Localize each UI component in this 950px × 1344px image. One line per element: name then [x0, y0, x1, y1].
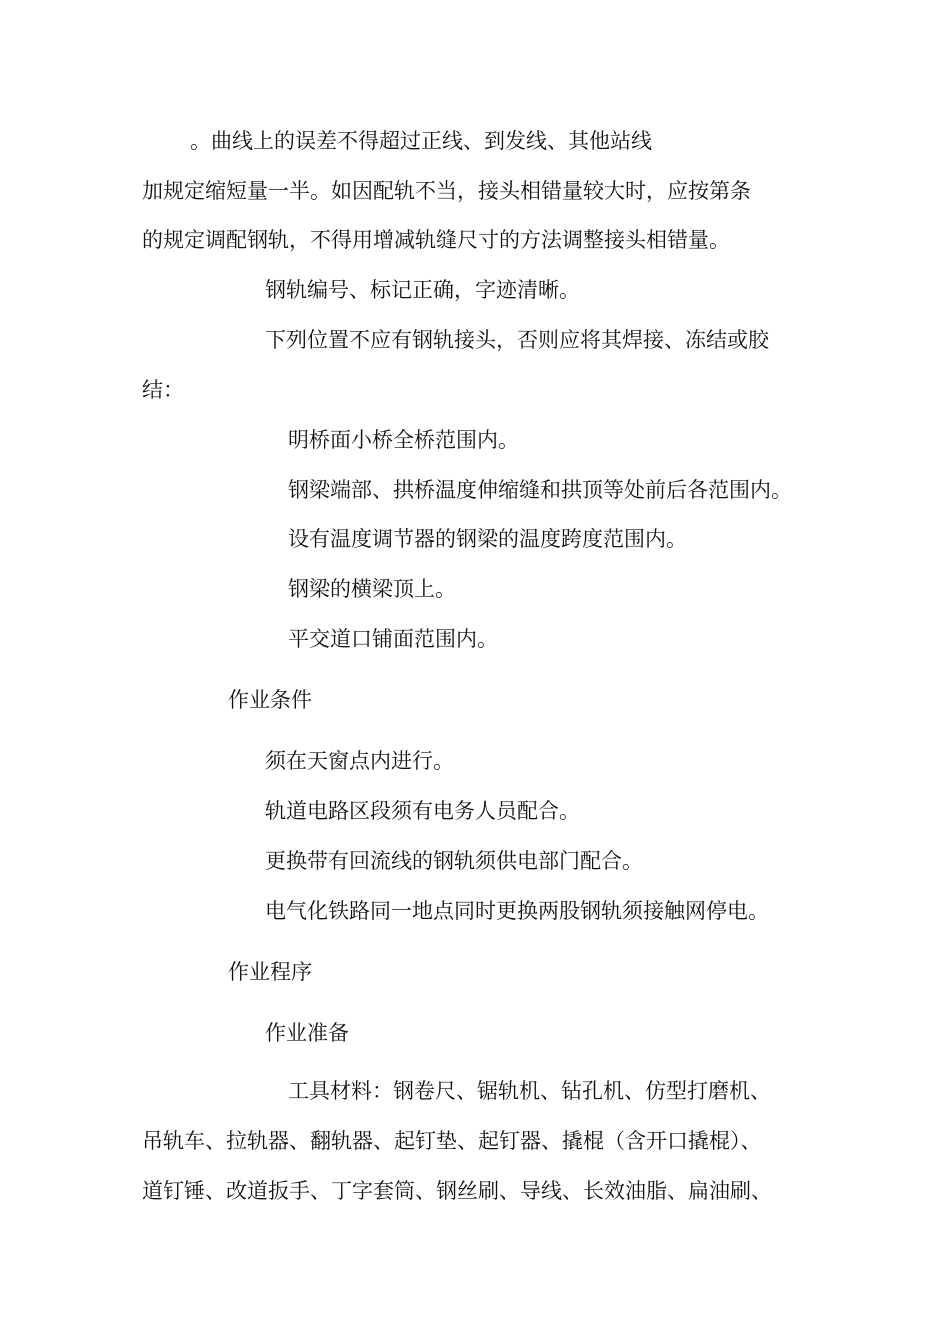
list-item: 钢梁的横梁顶上。	[288, 577, 456, 601]
list-item: 明桥面小桥全桥范围内。	[288, 428, 519, 452]
paragraph-line: 。曲线上的误差不得超过正线、到发线、其他站线	[190, 129, 652, 153]
paragraph-line: 工具材料：钢卷尺、锯轨机、钻孔机、仿型打磨机、	[288, 1079, 771, 1103]
paragraph-line: 加规定缩短量一半。如因配轨不当，接头相错量较大时，应按第条	[142, 179, 751, 203]
subsection-heading: 作业准备	[265, 1021, 349, 1045]
paragraph-line: 道钉锤、改道扳手、丁字套筒、钢丝刷、导线、长效油脂、扁油刷、	[142, 1179, 772, 1203]
list-item: 设有温度调节器的钢梁的温度跨度范围内。	[288, 527, 687, 551]
list-item: 须在天窗点内进行。	[265, 749, 454, 773]
paragraph-line: 下列位置不应有钢轨接头，否则应将其焊接、冻结或胶	[265, 328, 769, 352]
paragraph-line: 结：	[142, 378, 184, 402]
list-item: 平交道口铺面范围内。	[288, 627, 498, 651]
section-heading: 作业条件	[228, 688, 312, 712]
list-item: 钢梁端部、拱桥温度伸缩缝和拱顶等处前后各范围内。	[288, 478, 792, 502]
list-item: 轨道电路区段须有电务人员配合。	[265, 799, 580, 823]
list-item: 电气化铁路同一地点同时更换两股钢轨须接触网停电。	[265, 899, 769, 923]
paragraph-line: 的规定调配钢轨，不得用增减轨缝尺寸的方法调整接头相错量。	[142, 228, 730, 252]
list-item: 更换带有回流线的钢轨须供电部门配合。	[265, 849, 643, 873]
paragraph-line: 吊轨车、拉轨器、翻轨器、起钉垫、起钉器、撬棍（含开口撬棍）、	[142, 1129, 762, 1153]
paragraph-line: 钢轨编号、标记正确，字迹清晰。	[265, 278, 580, 302]
section-heading: 作业程序	[228, 960, 312, 984]
